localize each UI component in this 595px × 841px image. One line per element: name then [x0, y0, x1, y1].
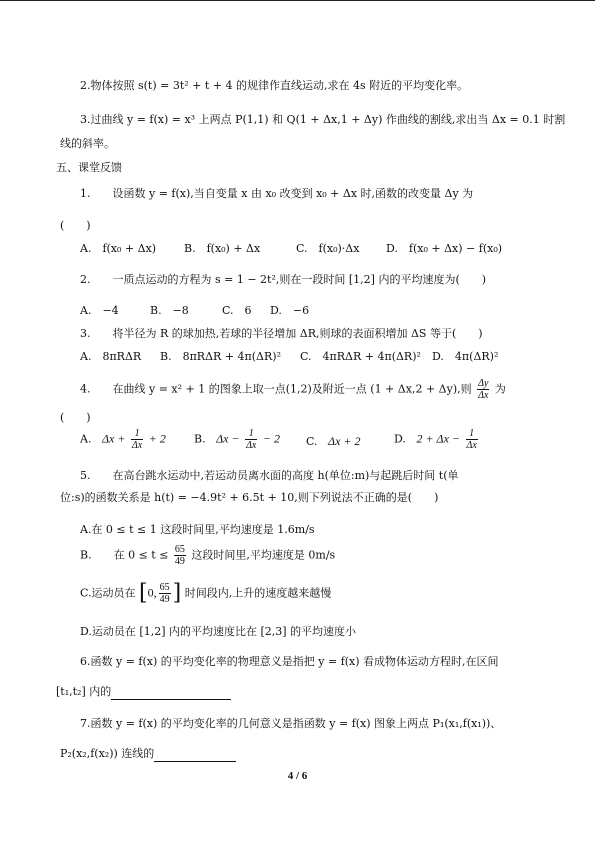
q5-option-c-bracket-close: ] [172, 580, 182, 606]
q5-option-c-bracket-open: [ [139, 580, 148, 606]
q5-option-c-num: 65 [159, 582, 170, 593]
q4-option-b-num: 1 [245, 428, 257, 440]
q6-line1: 6.函数 y = f(x) 的平均变化率的物理意义是指把 y = f(x) 看成物体运动方程时,在区间 [80, 655, 499, 668]
q5-option-b-post: 这段时间里,平均速度是 0m/s [191, 548, 336, 562]
q4-option-c-label: C. [306, 435, 318, 448]
q3-option-c: C. 4πRΔR + 4π(ΔR)² [300, 350, 421, 363]
q5-option-b-pre: B. 在 0 ≤ t ≤ [80, 548, 169, 562]
q2-option-d: D. −6 [270, 304, 310, 317]
q1-option-c: C. f(x₀)·Δx [296, 242, 360, 255]
q4-option-b-post: − 2 [262, 431, 280, 446]
q7-line2 [60, 746, 236, 762]
q5-option-b-num: 65 [174, 544, 185, 555]
problem-3-text-line1: 3.过曲线 y = f(x) = x³ 上两点 P(1,1) 和 Q(1 + Δx,1 + Δy) 作曲线的割线,求出当 Δx = 0.1 时割 [80, 113, 566, 126]
top-border [0, 0, 595, 1]
q4-option-c-pre: Δx + 2 [328, 434, 361, 448]
q4-option-a-post: + 2 [148, 431, 166, 446]
q4-stem-end: 为 [494, 382, 506, 396]
q5-option-b-den: 49 [174, 556, 185, 567]
q4-option-a [80, 428, 166, 451]
page-number: 4 / 6 [287, 770, 308, 782]
q7-line2-text: P₂(x₂,f(x₂)) 连线的 [60, 747, 155, 760]
q1-option-a: A. f(x₀ + Δx) [80, 242, 157, 255]
q7-answer-blank[interactable] [154, 749, 236, 762]
q4-option-a-pre: Δx + [101, 431, 126, 446]
q5-option-c-pre: C.运动员在 [80, 586, 136, 600]
q4-option-c [306, 434, 361, 449]
q1-option-b: B. f(x₀) + Δx [184, 242, 261, 255]
q5-option-b [80, 544, 335, 567]
q5-option-b-fraction [174, 544, 186, 567]
q4-option-a-den: Δx [131, 440, 143, 451]
q1-stem: 1. 设函数 y = f(x),当自变量 x 由 x₀ 改变到 x₀ + Δx 时,函数的改变量 Δy 为 [80, 187, 474, 200]
q4-option-d-den: Δx [466, 440, 477, 451]
q4-option-b-label: B. [194, 432, 206, 446]
q4-fraction-den: Δx [478, 390, 489, 401]
q5-option-a: A.在 0 ≤ t ≤ 1 这段时间里,平均速度是 1.6m/s [80, 523, 315, 536]
q4-option-d-fraction [466, 428, 478, 451]
q4-option-b-pre: Δx − [216, 431, 240, 446]
q4-option-b-fraction [245, 428, 257, 451]
q2-option-a: A. −4 [80, 304, 119, 317]
q4-paren: ( ) [60, 411, 91, 424]
q4-option-d-pre: 2 + Δx − [416, 431, 461, 446]
q5-option-c-den: 49 [159, 594, 170, 605]
q5-option-d: D.运动员在 [1,2] 内的平均速度比在 [2,3] 的平均速度小 [80, 625, 357, 638]
q7-line1: 7.函数 y = f(x) 的平均变化率的几何意义是指函数 y = f(x) 图象上两点 P₁(x₁,f(x₁))、 [80, 717, 502, 730]
q3-option-a: A. 8πRΔR [80, 350, 142, 363]
q4-option-d-num: 1 [466, 428, 478, 440]
q4-option-a-num: 1 [131, 428, 143, 440]
q4-fraction [477, 378, 489, 401]
problem-3-text-line2: 线的斜率。 [60, 137, 115, 150]
q5-stem-line2: 位:s)的函数关系是 h(t) = −4.9t² + 6.5t + 10,则下列说法不正确的是( ) [60, 491, 439, 504]
q6-line2-text: [t₁,t₂] 内的 [56, 685, 112, 698]
q6-answer-blank[interactable] [111, 687, 231, 700]
q4-option-a-label: A. [80, 432, 92, 446]
q5-option-c [80, 582, 331, 605]
q2-option-b: B. −8 [150, 304, 189, 317]
q5-option-c-post: 时间段内,上升的速度越来越慢 [184, 586, 332, 600]
q4-option-b-den: Δx [246, 440, 257, 451]
q3-option-d: D. 4π(ΔR)² [432, 350, 499, 363]
q4-option-d [394, 428, 480, 451]
q2-option-c: C. 6 [222, 304, 252, 317]
q6-line2 [56, 684, 231, 700]
q3-stem: 3. 将半径为 R 的球加热,若球的半径增加 ΔR,则球的表面积增加 ΔS 等于( ) [80, 327, 483, 340]
q4-fraction-num: Δy [478, 378, 489, 389]
q4-option-b [194, 428, 280, 451]
q3-option-b: B. 8πRΔR + 4π(ΔR)² [160, 350, 281, 363]
q1-option-d: D. f(x₀ + Δx) − f(x₀) [386, 242, 503, 255]
q5-option-c-fraction [159, 582, 171, 605]
q5-stem-line1: 5. 在高台跳水运动中,若运动员离水面的高度 h(单位:m)与起跳后时间 t(单 [80, 469, 459, 482]
q2-stem: 2. 一质点运动的方程为 s = 1 − 2t²,则在一段时间 [1,2] 内的平均速度为( ) [80, 273, 487, 286]
q4-stem [80, 378, 506, 401]
q4-option-a-fraction [131, 428, 143, 451]
q4-option-d-label: D. [394, 432, 406, 446]
q5-option-c-interval-start: 0, [147, 585, 157, 600]
q4-stem-text: 4. 在曲线 y = x² + 1 的图象上取一点(1,2)及附近一点 (1 + Δx,2 + Δy),则 [80, 382, 472, 396]
section-title: 五、课堂反馈 [56, 161, 122, 174]
q1-paren: ( ) [60, 219, 91, 232]
problem-2-text: 2.物体按照 s(t) = 3t² + t + 4 的规律作直线运动,求在 4s 附近的平均变化率。 [80, 79, 469, 92]
